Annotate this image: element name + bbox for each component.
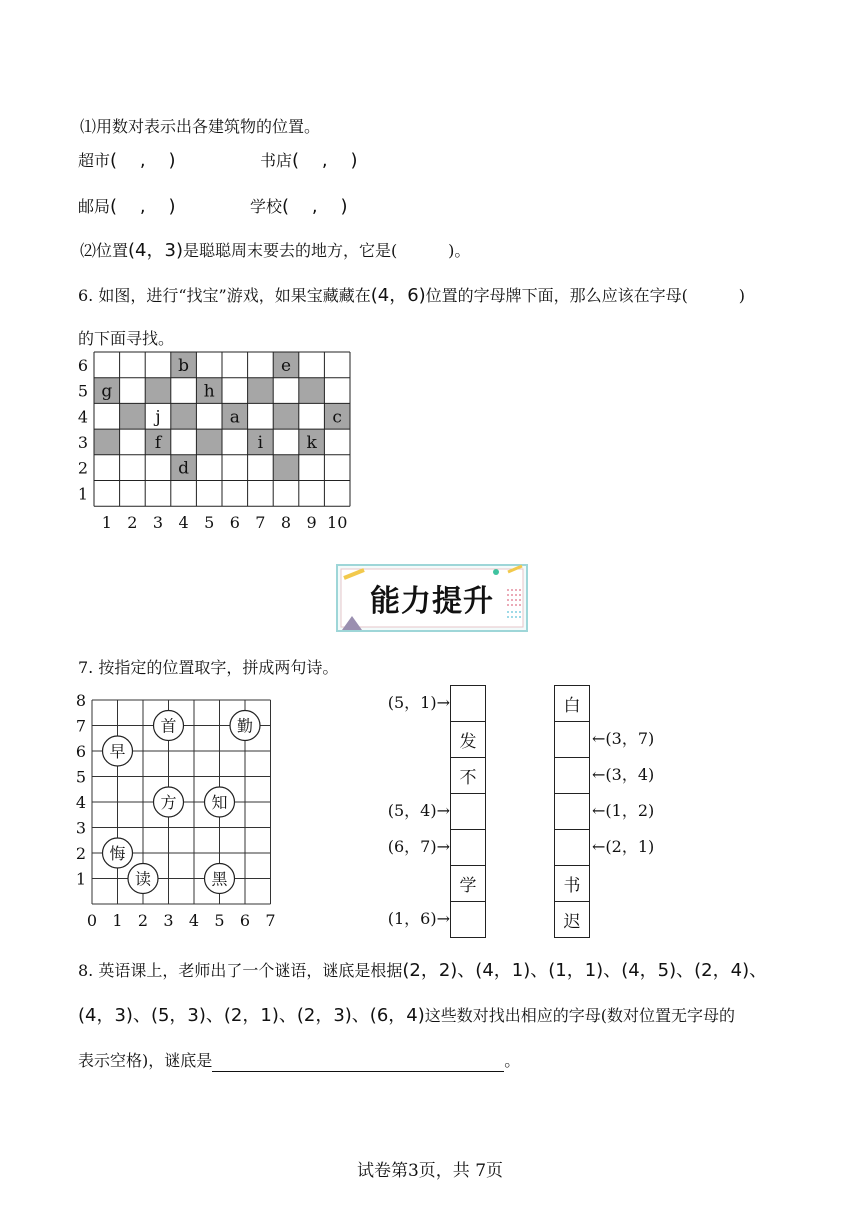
y-tick-label: 8 [75,691,87,710]
shaded-cell [120,403,146,429]
y-tick-label: 2 [75,844,87,863]
q6-text-c: 的下面寻找。 [78,329,175,348]
y-tick-label: 5 [77,381,89,401]
q5-part2 [80,240,470,262]
poem-cell [450,829,486,866]
q6-y-axis-labels [78,356,88,504]
pair-label: (5，1)→ [387,693,450,712]
q5-postoffice-row [78,196,176,218]
grid-letter: f [154,432,162,453]
q7-x-axis-labels [87,911,276,930]
poem-cell: 白 [554,685,590,722]
y-tick-label: 6 [75,742,87,761]
x-tick-label: 2 [137,911,149,930]
poem-cell: 迟 [554,901,590,938]
q6-letter-grid [70,348,360,533]
x-tick-label: 3 [163,911,174,930]
shaded-cell [273,455,299,481]
y-tick-label: 2 [77,458,89,478]
pair-label: ←(3，7) [592,729,655,748]
poem-cell [554,721,590,758]
poem-cell: 学 [450,865,486,902]
q8-line2-pairs: (4，3)、(5，3)、(2，1)、(2，3)、(6，4) [78,1005,425,1026]
q7-text: 7. 按指定的位置取字，拼成两句诗。 [78,658,339,677]
poem-column-1 [450,685,486,937]
shaded-cell [248,378,274,404]
post-office-label: 邮局 [78,197,111,216]
bookstore-blank: ( , ) [292,150,358,171]
shaded-cell [299,378,325,404]
x-tick-label: 10 [327,513,348,533]
q5-bookstore-row [260,150,358,172]
poem-column-1-labels [366,685,450,937]
q8-line3 [78,1050,520,1072]
q5-part1: ⑴用数对表示出各建筑物的位置。 [80,117,321,136]
q6-text-a: 6. 如图，进行“找宝”游戏，如果宝藏藏在 [78,286,371,305]
pair-label: ←(1，2) [592,801,655,820]
q8-line3-end: 。 [504,1051,521,1070]
y-tick-label: 7 [75,716,87,736]
q6-grid-lines [94,352,350,506]
banner-title: 能力提升 [370,584,494,619]
poem-cell [450,901,486,938]
pair-label: ←(2，1) [592,837,655,856]
poem-column-2-labels [590,685,690,937]
q8-line1-text: 8. 英语课上，老师出了一个谜语，谜底是根据 [78,961,403,980]
q7-y-axis-labels [76,691,86,889]
pair-label: (6，7)→ [387,837,450,856]
poem-cell [450,685,486,722]
q7-chess-grid [72,688,287,933]
q6-text [78,285,745,307]
x-tick-label: 4 [188,911,200,930]
chess-piece-char: 勤 [236,716,254,736]
q5-part2-text-b: 是聪聪周末要去的地方，它是( )。 [182,241,471,260]
chess-piece-char: 早 [109,742,126,761]
poem-cell: 不 [450,757,486,794]
grid-letter: a [229,407,240,428]
school-blank: ( , ) [282,196,348,217]
x-tick-label: 6 [239,911,251,930]
x-tick-label: 5 [204,513,215,533]
q5-school-row [250,196,348,218]
shaded-cell [94,429,120,455]
poem-cell [554,757,590,794]
grid-letter: c [332,407,342,428]
grid-letter: j [155,407,161,428]
x-tick-label: 7 [255,513,266,533]
chess-piece-char: 黑 [211,869,228,889]
poem-cell: 书 [554,865,590,902]
y-tick-label: 4 [77,407,89,427]
x-tick-label: 8 [280,513,292,533]
q5-supermarket-row [78,150,176,172]
x-tick-label: 9 [306,513,317,533]
y-tick-label: 4 [75,793,87,812]
shaded-cell [273,403,299,429]
q8-line2 [78,1005,735,1027]
grid-letter: h [203,381,215,402]
q8-line3-text: 表示空格)，谜底是 [78,1051,213,1070]
grid-letter: e [280,355,292,376]
chess-piece-char: 首 [160,716,177,736]
school-label: 学校 [250,197,283,216]
grid-letter: b [178,355,190,376]
x-tick-label: 0 [86,911,98,930]
grid-letter: g [101,381,113,402]
chess-piece-char: 方 [160,793,177,812]
poem-cell: 发 [450,721,486,758]
grid-letter: d [178,458,190,479]
y-tick-label: 3 [75,818,87,838]
q5-part2-pair: (4，3) [128,240,183,261]
pair-label: (5，4)→ [387,801,450,820]
shaded-cell [196,429,222,455]
q6-pair: (4，6) [370,285,426,306]
poem-cell [554,793,590,830]
poem-cell [450,793,486,830]
x-tick-label: 7 [265,911,276,930]
y-tick-label: 1 [75,869,87,889]
supermarket-label: 超市 [78,151,111,170]
supermarket-blank: ( , ) [110,150,176,171]
q6-text-b: 位置的字母牌下面，那么应该在字母( ) [425,286,746,305]
bookstore-label: 书店 [260,151,293,170]
y-tick-label: 1 [77,484,89,504]
post-office-blank: ( , ) [110,196,176,217]
q8-line2-text: 这些数对找出相应的字母(数对位置无字母的 [424,1006,735,1025]
y-tick-label: 5 [75,767,87,787]
shaded-cell [171,403,197,429]
grid-letter: k [306,432,317,453]
x-tick-label: 2 [127,513,138,533]
page-footer: 试卷第3页，共 7页 [356,1161,504,1181]
chess-piece-char: 知 [211,793,228,812]
poem-column-2 [554,685,590,937]
shaded-cell [145,378,171,404]
q6-x-axis-labels [102,513,348,532]
y-tick-label: 6 [77,355,89,375]
chess-piece-char: 读 [134,869,152,889]
q5-part2-text-a: ⑵位置 [80,241,129,260]
x-tick-label: 6 [229,513,240,533]
x-tick-label: 4 [178,513,189,533]
y-tick-label: 3 [77,432,89,452]
poem-cell [554,829,590,866]
grid-letter: i [257,432,264,453]
q8-answer-blank [212,1055,504,1072]
ability-banner [336,564,528,632]
x-tick-label: 3 [152,513,164,533]
chess-piece-char: 悔 [109,844,126,863]
q8-line1-pairs: (2，2)、(4，1)、(1，1)、(4，5)、(2，4)、 [402,960,768,981]
x-tick-label: 5 [214,911,225,930]
pair-label: (1，6)→ [387,909,450,928]
q8-line1 [78,960,767,982]
pair-label: ←(3，4) [592,765,655,784]
x-tick-label: 1 [112,911,123,930]
x-tick-label: 1 [101,513,112,533]
